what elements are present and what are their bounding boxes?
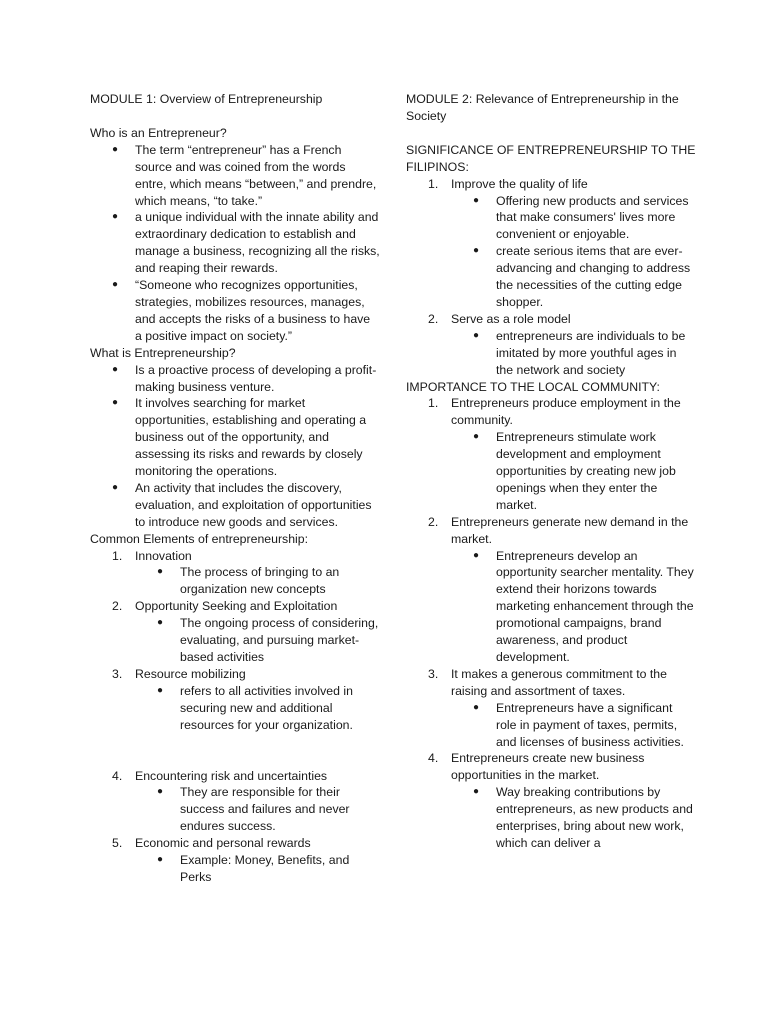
list-item: ● The ongoing process of considering, evaluating, and pursuing market-based activities <box>157 616 379 664</box>
module-2-column <box>406 91 696 852</box>
bullet-icon: ● <box>112 481 119 493</box>
module-1-column <box>90 91 380 886</box>
bullet-icon: ● <box>112 279 119 291</box>
bullet-icon: ● <box>473 245 480 257</box>
list-item: ● It involves searching for market opportunities, establishing and operating a business out of the opportunity, and assessing its risks and rewards by closely monitoring the operations. <box>112 396 367 479</box>
bullet-icon: ● <box>157 684 164 696</box>
list-item: ● Entrepreneurs have a significant role in payment of taxes, permits, and licenses of business activities. <box>473 700 684 749</box>
list-item: 1. Innovation <box>112 548 192 563</box>
list-number: 5. <box>112 836 123 851</box>
list-item: 4. Encountering risk and uncertainties <box>112 768 328 783</box>
list-item: ● Example: Money, Benefits, and Perks <box>157 853 350 884</box>
list-item: 1. Improve the quality of life <box>428 176 588 191</box>
bullet-icon: ● <box>157 566 164 578</box>
list-item: 3. Resource mobilizing <box>112 666 246 681</box>
bullet-icon: ● <box>157 617 164 629</box>
bullet-icon: ● <box>157 786 164 798</box>
bullet-icon: ● <box>473 786 480 798</box>
list-item: ● create serious items that are ever-advancing and changing to address the necessities of the cutting edge shopper. <box>473 244 691 309</box>
list-item: 1. Entrepreneurs produce employment in the community. <box>428 396 681 428</box>
list-number: 2. <box>428 514 439 529</box>
list-number: 4. <box>428 751 439 766</box>
list-item: 5. Economic and personal rewards <box>112 836 311 851</box>
bullet-icon: ● <box>473 194 480 206</box>
question-who-is-entrepreneur: Who is an Entrepreneur? <box>90 125 227 140</box>
question-what-is-entrepreneurship: What is Entrepreneurship? <box>90 345 236 360</box>
list-number: 3. <box>112 666 123 681</box>
list-item: 3. It makes a generous commitment to the raising and assortment of taxes. <box>428 666 667 698</box>
importance-title: IMPORTANCE TO THE LOCAL COMMUNITY: <box>406 379 660 394</box>
bullet-icon: ● <box>157 854 164 866</box>
list-number: 2. <box>428 311 439 326</box>
bullet-icon: ● <box>112 363 119 375</box>
list-item: ● The term “entrepreneur” has a French source and was coined from the words entre, which means “between,” and prendre, which means, “to take.” <box>112 142 377 208</box>
list-number: 4. <box>112 768 123 783</box>
common-elements-title: Common Elements of entrepreneurship: <box>90 531 309 546</box>
list-item: ● refers to all activities involved in securing new and additional resources for your organization. <box>157 683 353 732</box>
list-item: 2. Entrepreneurs generate new demand in the market. <box>428 514 689 546</box>
list-item: ● a unique individual with the innate ability and extraordinary dedication to establish and manage a business, recognizing all the risks, and reaping their rewards. <box>112 210 380 276</box>
bullet-icon: ● <box>112 143 119 155</box>
list-item: 2. Opportunity Seeking and Exploitation <box>112 599 338 614</box>
list-number: 3. <box>428 666 439 681</box>
list-item: ● “Someone who recognizes opportunities, strategies, mobilizes resources, manages, and accepts the risks of a business to have a positive impact on society.” <box>112 278 371 343</box>
list-item: ● Is a proactive process of developing a profit-making business venture. <box>112 362 377 394</box>
module-2-heading: MODULE 2: Relevance of Entrepreneurship in the Society <box>406 92 679 123</box>
list-number: 1. <box>428 396 439 411</box>
list-item: ● They are responsible for their success and failures and never endures success. <box>157 785 350 834</box>
list-item: ● entrepreneurs are individuals to be imitated by more youthful ages in the network and society <box>473 328 686 377</box>
bullet-icon: ● <box>473 549 480 561</box>
module-1-heading: MODULE 1: Overview of Entrepreneurship <box>90 92 323 106</box>
list-item: 2. Serve as a role model <box>428 311 571 326</box>
list-item: ● Entrepreneurs develop an opportunity searcher mentality. They extend their horizons towards marketing enhancement through the promotional campaigns, brand awareness, and product development. <box>473 548 694 664</box>
list-number: 2. <box>112 599 123 614</box>
significance-title: SIGNIFICANCE OF ENTREPRENEURSHIP TO THE FILIPINOS: <box>406 142 696 174</box>
bullet-icon: ● <box>473 701 480 713</box>
bullet-icon: ● <box>473 329 480 341</box>
list-item: ● An activity that includes the discovery, evaluation, and exploitation of opportunities to introduce new goods and services. <box>112 480 372 529</box>
list-number: 1. <box>428 176 439 191</box>
list-item: ● Offering new products and services that make consumers' lives more convenient or enjoyable. <box>473 193 689 242</box>
list-item: ● Entrepreneurs stimulate work development and employment opportunities by creating new job openings when they enter the market. <box>473 430 676 512</box>
bullet-icon: ● <box>112 211 119 223</box>
bullet-icon: ● <box>473 431 480 443</box>
list-item: 4. Entrepreneurs create new business opportunities in the market. <box>428 751 645 783</box>
bullet-icon: ● <box>112 397 119 409</box>
list-item: ● The process of bringing to an organization new concepts <box>157 565 340 597</box>
list-number: 1. <box>112 548 123 563</box>
list-item: ● Way breaking contributions by entrepreneurs, as new products and enterprises, bring about new work, which can deliver a <box>473 785 693 850</box>
